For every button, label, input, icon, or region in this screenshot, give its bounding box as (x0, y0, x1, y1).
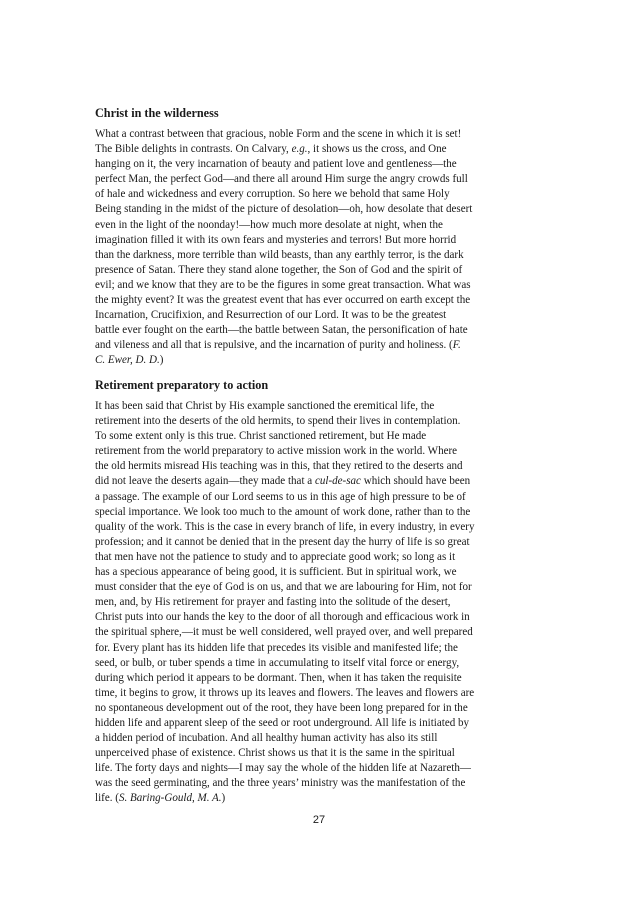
text-run: no spontaneous development out of the root, they have been long prepared for in the (95, 701, 468, 714)
page-number: 27 (312, 814, 326, 826)
text-line (95, 520, 545, 535)
italic-text: C. Ewer, D. D. (95, 354, 160, 367)
text-run: the spiritual sphere,—it must be well considered, well prayed over, and well prepared (95, 626, 473, 639)
text-run: evil; and we know that they are to be the figures in some great transaction. What was (95, 278, 471, 291)
text-run: special importance. We look too much to the amount of work done, rather than to the (95, 505, 471, 518)
text-line (95, 761, 545, 776)
section-retirement-preparatory-to-action (95, 378, 545, 807)
text-run: retirement from the world preparatory to active mission work in the world. Where (95, 445, 458, 458)
text-line (95, 474, 545, 489)
text-run: ) (221, 792, 226, 805)
text-run: profession; and it cannot be denied that in the present day the hurry of life is so great (95, 535, 470, 548)
text-line (95, 323, 545, 338)
text-run: life. ( (95, 792, 119, 805)
text-line (95, 671, 545, 686)
text-run: than the darkness, more terrible than wild beasts, than any earthly terror, is the dark (95, 248, 464, 261)
section-christ-in-the-wilderness (95, 106, 545, 369)
text-line (95, 142, 545, 157)
text-line (95, 278, 545, 293)
text-run: must consider that the eye of God is on us, and that we are labouring for Him, not for (95, 581, 472, 594)
text-run: Christ puts into our hands the key to the door of all thorough and efficacious work in (95, 611, 470, 624)
text-run: time, it begins to grow, it throws up its leaves and flowers. The leaves and flowers are (95, 686, 475, 699)
text-line (95, 157, 545, 172)
section-body (95, 399, 545, 807)
section-heading: Retirement preparatory to action (95, 378, 269, 392)
text-run: and vileness and all that is repulsive, and the incarnation of purity and holiness. ( (95, 339, 453, 352)
text-line (95, 172, 545, 187)
text-run: for. Every plant has its hidden life that precedes its visible and manifested life; the (95, 641, 458, 654)
text-line (95, 248, 545, 263)
text-line (95, 263, 545, 278)
text-line (95, 565, 545, 580)
text-run: What a contrast between that gracious, noble Form and the scene in which it is set! (95, 128, 462, 140)
text-line (95, 791, 545, 806)
text-line (95, 550, 545, 565)
text-line (95, 746, 545, 761)
text-run: Being standing in the midst of the picture of desolation—oh, how desolate that desert (95, 203, 473, 216)
text-run: presence of Satan. There they stand alone together, the Son of God and the spirit of (95, 263, 463, 276)
text-run: seed, or bulb, or tuber spends a time in accumulating to itself vital force or energy, (95, 656, 460, 669)
text-line (95, 535, 545, 550)
text-run: unperceived phase of existence. Christ shows us that it is the same in the spiritual (95, 747, 455, 760)
text-run: life. The forty days and nights—I may say the whole of the hidden life at Nazareth— (95, 762, 471, 775)
text-line (95, 505, 545, 520)
text-line (95, 233, 545, 248)
text-run: the old hermits misread His teaching was in this, that they retired to the deserts and (95, 460, 463, 473)
text-run: Incarnation, Crucifixion, and Resurrection of our Lord. It was to be the greatest (95, 309, 447, 322)
text-run: The Bible delights in contrasts. On Calvary, (95, 143, 292, 156)
text-line (95, 610, 545, 625)
text-run: ) (159, 354, 164, 367)
text-line (95, 776, 545, 791)
italic-text: cul-de-sac (314, 475, 361, 488)
text-run: , it shows us the cross, and One (307, 143, 447, 156)
italic-text: S. Baring-Gould, M. A. (118, 792, 222, 805)
text-line (95, 353, 545, 368)
text-run: has a specious appearance of being good, it is sufficient. But in spiritual work, we (95, 566, 457, 579)
text-line (95, 414, 545, 429)
text-line (95, 716, 545, 731)
text-line (95, 641, 545, 656)
text-run: that men have not the patience to study and to appreciate good work; so long as it (95, 550, 456, 563)
text-run: which should have been (360, 475, 471, 488)
section-body (95, 127, 545, 369)
text-run: hidden life and apparent sleep of the seed or root underground. All life is initiated by (95, 716, 470, 729)
text-line (95, 490, 545, 505)
text-run: a passage. The example of our Lord seems to us in this age of high pressure to be of (95, 490, 466, 503)
text-line (95, 308, 545, 323)
text-run: retirement into the deserts of the old hermits, to spend their lives in contemplation. (95, 415, 461, 428)
text-line (95, 625, 545, 640)
section-heading: Christ in the wilderness (95, 106, 219, 120)
text-line (95, 701, 545, 716)
text-line (95, 656, 545, 671)
text-line (95, 686, 545, 701)
text-line (95, 218, 545, 233)
text-line (95, 429, 545, 444)
text-run: It has been said that Christ by His example sanctioned the eremitical life, the (95, 400, 435, 412)
text-line (95, 444, 545, 459)
text-run: imagination filled it with its own fears and mysteries and terrors! But more horrid (95, 233, 457, 246)
text-line (95, 127, 545, 142)
text-run: was the seed germinating, and the three years’ ministry was the manifestation of the (95, 777, 466, 790)
text-line (95, 595, 545, 610)
text-run: did not leave the deserts again—they made that a (95, 475, 315, 488)
text-line (95, 202, 545, 217)
text-line (95, 399, 545, 414)
text-run: even in the light of the noonday!—how much more desolate at night, when the (95, 218, 443, 231)
text-run: of hale and wickedness and every corruption. So here we behold that same Holy (95, 188, 450, 201)
text-run: the mighty event? It was the greatest event that has ever occurred on earth except the (95, 294, 471, 307)
text-run: perfect Man, the perfect God—and there all around Him surge the angry crowds full (95, 173, 468, 186)
text-run: men, and, by His retirement for prayer and fasting into the solitude of the desert, (95, 596, 451, 609)
text-run: a hidden period of incubation. And all healthy human activity has also its still (95, 732, 438, 745)
text-line (95, 187, 545, 202)
text-line (95, 293, 545, 308)
text-line (95, 459, 545, 474)
text-run: hanging on it, the very incarnation of beauty and patient love and gentleness—the (95, 158, 457, 171)
text-line (95, 580, 545, 595)
text-run: To some extent only is this true. Christ sanctioned retirement, but He made (95, 430, 427, 443)
text-run: battle ever fought on the earth—the battle between Satan, the personification of hate (95, 324, 468, 337)
text-line (95, 731, 545, 746)
italic-text: e.g. (291, 143, 308, 156)
text-line (95, 338, 545, 353)
text-run: during which period it appears to be dormant. Then, when it has taken the requisite (95, 671, 462, 684)
italic-text: F. (452, 339, 461, 352)
text-run: quality of the work. This is the case in every branch of life, in every industry, in every (95, 520, 475, 533)
